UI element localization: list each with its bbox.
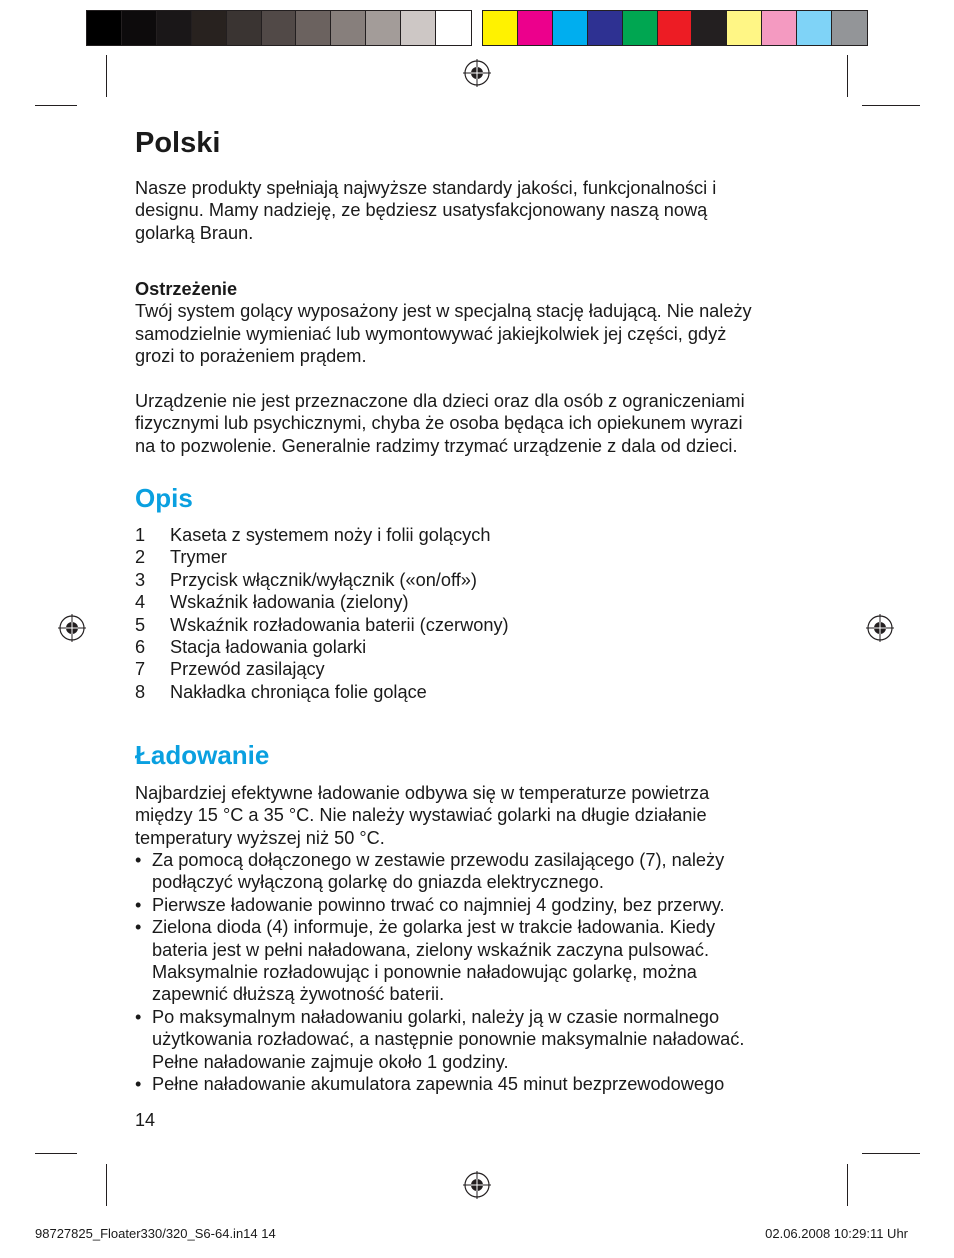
bullet-icon: • [135,1006,142,1027]
charging-intro: Najbardziej efektywne ładowanie odbywa się w temperaturze powietrza między 15 °C a 35 °C. Nie należy wystawiać golarki na długie działanie temperatury wyższej niż 50 °C. [135,783,710,848]
color-swatch [436,11,471,45]
page-number: 14 [135,1110,156,1130]
bullet-icon: • [135,1074,142,1095]
list-item: 8 Nakładka chroniąca folie golące [135,681,427,702]
parts-list [135,524,835,703]
list-item: 2 Trymer [135,547,227,568]
intro-paragraph: Nasze produkty spełniają najwyższe standardy jakości, funkcjonalności i designu. Mamy nadzieję, ze będziesz usatysfakcjonowany naszą nową golarką Braun. [135,178,717,243]
bullet-icon: • [135,894,142,915]
color-swatch [227,11,262,45]
page-title: Polski [135,127,221,159]
color-swatch [623,11,658,45]
registration-mark-icon [58,614,86,642]
color-swatch [658,11,693,45]
grayscale-color-bar [86,10,472,46]
color-swatch [518,11,553,45]
registration-mark-icon [463,1171,491,1199]
color-swatch [87,11,122,45]
bullet-icon: • [135,850,142,870]
bullet-icon: • [135,917,142,938]
list-item: 6 Stacja ładowania golarki [135,637,367,658]
process-color-bar [482,10,868,46]
color-swatch [331,11,366,45]
footer-file-info: 98727825_Floater330/320_S6-64.in14 14 [35,1226,276,1241]
color-swatch [157,11,192,45]
color-swatch [122,11,157,45]
color-swatch [296,11,331,45]
warning-section: Ostrzeżenie Twój system golący wyposażony jest w specjalną stację ładującą. Nie należy samodzielnie wymieniać lub wymontowywać jakiejkolwiek jej części, gdyż grozi to porażeniem prądem. [135,279,752,367]
registration-mark-icon [463,59,491,87]
list-item: 1 Kaseta z systemem noży i folii golących [135,525,491,545]
charging-bullets [135,849,835,1095]
color-swatch [832,11,867,45]
color-swatch [692,11,727,45]
color-swatch [727,11,762,45]
color-swatch [366,11,401,45]
list-item: • Pierwsze ładowanie powinno trwać co najmniej 4 godziny, bez przerwy. [135,894,725,915]
section-heading-opis: Opis [135,483,193,513]
registration-mark-icon [866,614,894,642]
list-item: • Po maksymalnym naładowaniu golarki, należy ją w czasie normalnego użytkowania rozładować, a następnie ponownie maksymalnie naładować. Pełne naładowanie zajmuje około 1 godziny. [135,1006,745,1072]
warning-paragraph-children: Urządzenie nie jest przeznaczone dla dzieci oraz dla osób z ograniczeniami fizycznymi lub psychicznymi, chyba że osoba będąca ich opiekunem wyrazi na to pozwolenie. Generalnie radzimy trzymać urządzenie z dala od dzieci. [135,391,745,456]
color-swatch [762,11,797,45]
color-swatch [483,11,518,45]
color-swatch [553,11,588,45]
warning-heading: Ostrzeżenie [135,279,238,299]
list-item: 7 Przewód zasilający [135,659,325,680]
list-item: • Pełne naładowanie akumulatora zapewnia 45 minut bezprzewodowego [135,1074,725,1095]
list-item: 3 Przycisk włącznik/wyłącznik («on/off») [135,569,477,590]
list-item: 4 Wskaźnik ładowania (zielony) [135,592,409,613]
color-swatch [588,11,623,45]
color-swatch [797,11,832,45]
list-item: • Za pomocą dołączonego w zestawie przewodu zasilającego (7), należy podłączyć wyłączoną golarkę do gniazda elektrycznego. [135,850,725,893]
color-swatch [192,11,227,45]
footer-timestamp: 02.06.2008 10:29:11 Uhr [765,1226,908,1241]
color-swatch [401,11,436,45]
list-item: • Zielona dioda (4) informuje, że golarka jest w trakcie ładowania. Kiedy bateria jest w pełni naładowana, zielony wskaźnik zaczyna pulsować. Maksymalnie rozładowując i ponownie naładowując golarkę, można zapewnić dłuższą żywotność baterii. [135,917,716,1005]
color-swatch [262,11,297,45]
section-heading-ladowanie: Ładowanie [135,740,270,770]
list-item: 5 Wskaźnik rozładowania baterii (czerwony) [135,614,509,635]
